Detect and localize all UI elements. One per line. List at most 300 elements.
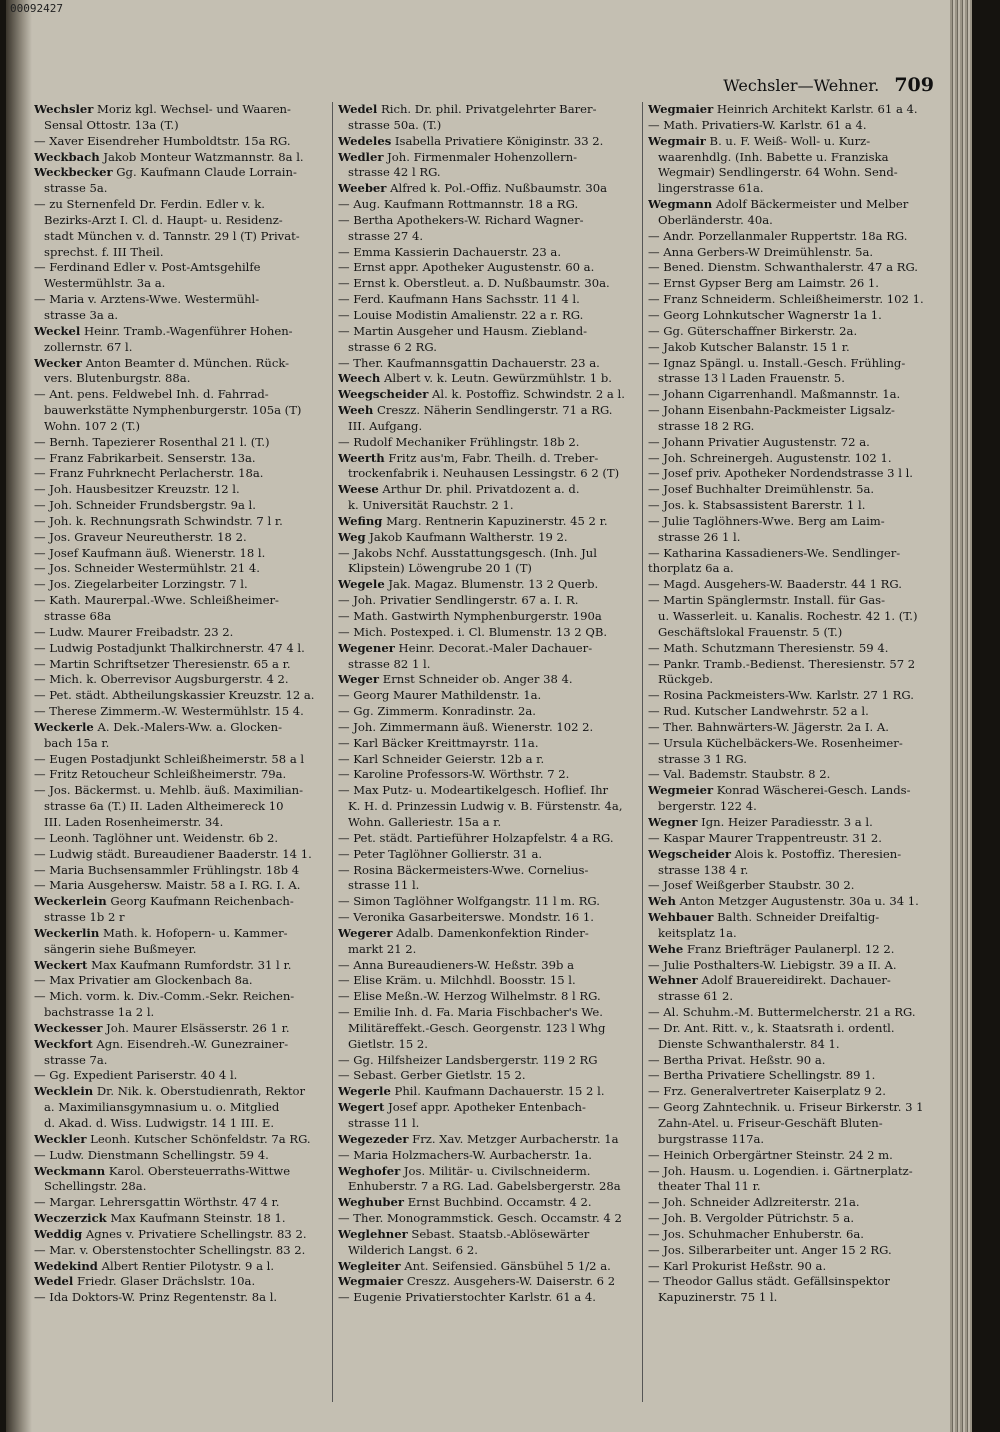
entry-text: — Rudolf Mechaniker Frühlingstr. 18b 2. (338, 434, 580, 449)
entry-continuation (34, 308, 324, 324)
directory-entry (648, 260, 938, 276)
entry-text: Westermühlstr. 3a a. (44, 276, 166, 291)
entry-text: Gg. Kaufmann Claude Lorrain- (112, 165, 297, 180)
entry-text: Oberländerstr. 40a. (658, 212, 773, 227)
entry-text: Jak. Magaz. Blumenstr. 13 2 Querb. (384, 577, 599, 592)
directory-entry (648, 894, 938, 910)
running-head: Wechsler—Wehner. (723, 76, 880, 95)
entry-text: A. Dek.-Malers-Ww. a. Glocken- (93, 719, 282, 734)
entry-text: — Julie Posthalters-W. Liebigstr. 39 a II. A. (648, 957, 897, 972)
directory-entry (338, 767, 628, 783)
entry-text: — Bernh. Tapezierer Rosenthal 21 l. (T.) (34, 434, 270, 449)
page-number: 709 (894, 74, 934, 96)
entry-continuation (648, 181, 938, 197)
entry-surname: Wegleiter (338, 1258, 401, 1273)
entry-surname: Wegmaier (338, 1274, 404, 1289)
directory-entry (338, 577, 628, 593)
entry-text: — Ludwig städt. Bureaudiener Baaderstr. 14 1. (34, 846, 312, 861)
entry-text: Rückgeb. (658, 672, 714, 687)
entry-text: — Katharina Kassadieners-We. Sendlinger- (648, 545, 901, 560)
entry-text: — Eugenie Privatierstochter Karlstr. 61 a 4. (338, 1290, 596, 1305)
directory-entry (34, 783, 324, 799)
entry-text: Joh. Firmenmaler Hohenzollern- (383, 149, 578, 164)
entry-text: — Leonh. Taglöhner unt. Weidenstr. 6b 2. (34, 830, 279, 845)
entry-text: — Rosina Bäckermeisters-Wwe. Cornelius- (338, 862, 589, 877)
entry-text: Joh. Maurer Elsässerstr. 26 1 r. (102, 1020, 290, 1035)
entry-text: K. H. d. Prinzessin Ludwig v. B. Fürstenstr. 4a, (348, 799, 623, 814)
entry-text: — Mich. Postexped. i. Cl. Blumenstr. 13 2 QB. (338, 624, 608, 639)
entry-continuation (648, 1179, 938, 1195)
directory-entry (648, 466, 938, 482)
entry-continuation (338, 1021, 628, 1037)
entry-text: thorplatz 6a a. (648, 561, 734, 576)
entry-text: Phil. Kaufmann Dachauerstr. 15 2 l. (390, 1084, 605, 1099)
entry-text: theater Thal 11 r. (658, 1179, 761, 1194)
directory-entry (34, 625, 324, 641)
directory-entry (338, 736, 628, 752)
directory-page (6, 0, 972, 1432)
entry-continuation (338, 1037, 628, 1053)
directory-entry (34, 672, 324, 688)
directory-entry (338, 863, 628, 879)
directory-entry (34, 1274, 324, 1290)
entry-surname: Wegscheider (648, 846, 731, 861)
entry-text: markt 21 2. (348, 941, 417, 956)
entry-continuation (34, 371, 324, 387)
page-header (723, 74, 934, 96)
entry-text: — Kath. Maurerpal.-Wwe. Schleißheimer- (34, 593, 279, 608)
entry-text: — Ignaz Spängl. u. Install.-Gesch. Frühling- (648, 355, 906, 370)
directory-entry (338, 783, 628, 799)
directory-entry (648, 229, 938, 245)
directory-entry (34, 657, 324, 673)
directory-entry (648, 245, 938, 261)
entry-text: — Maria v. Arztens-Wwe. Westermühl- (34, 292, 260, 307)
directory-entry (34, 1290, 324, 1306)
entry-text: — Magd. Ausgehers-W. Baaderstr. 44 1 RG. (648, 577, 902, 592)
directory-entry (34, 831, 324, 847)
entry-text: Alfred k. Pol.-Offiz. Nußbaumstr. 30a (386, 181, 607, 196)
directory-entry (34, 688, 324, 704)
entry-text: Klipstein) Löwengrube 20 1 (T) (348, 561, 532, 576)
directory-entry (34, 324, 324, 340)
entry-text: Marg. Rentnerin Kapuzinerstr. 45 2 r. (382, 513, 608, 528)
entry-text: k. Universität Rauchstr. 2 1. (348, 498, 514, 513)
entry-text: — Ludwig Postadjunkt Thalkirchnerstr. 47 4 l. (34, 640, 305, 655)
directory-entry (34, 1084, 324, 1100)
entry-text: sängerin siehe Bußmeyer. (44, 941, 197, 956)
entry-text: waarenhdlg. (Inh. Babette u. Franziska (658, 149, 889, 164)
entry-surname: Weddig (34, 1226, 83, 1241)
entry-surname: Wegerle (338, 1084, 391, 1099)
entry-continuation (338, 799, 628, 815)
entry-surname: Weger (338, 672, 380, 687)
directory-entry (34, 466, 324, 482)
entry-text: a. Maximiliansgymnasium u. o. Mitglied (44, 1100, 280, 1115)
directory-entry (338, 403, 628, 419)
directory-entry (338, 973, 628, 989)
directory-entry (648, 324, 938, 340)
directory-entry (34, 530, 324, 546)
directory-entry (338, 1227, 628, 1243)
entry-text: — Max Putz- u. Modeartikelgesch. Hoflief. Ihr (338, 783, 609, 798)
entry-surname: Weh (648, 894, 676, 909)
directory-entry (648, 498, 938, 514)
entry-text: Math. k. Hofopern- u. Kammer- (99, 925, 288, 940)
entry-surname: Wehbauer (648, 910, 714, 925)
entry-surname: Wecklein (34, 1084, 94, 1099)
directory-entry (648, 1259, 938, 1275)
directory-entry (648, 783, 938, 799)
directory-entry (34, 1037, 324, 1053)
entry-text: Albert v. k. Leutn. Gewürzmühlstr. 1 b. (380, 371, 612, 386)
entry-text: Dr. Nik. k. Oberstudienrath, Rektor (93, 1084, 306, 1099)
entry-text: strasse 26 1 l. (658, 529, 741, 544)
entry-text: Wohn. Galleriestr. 15a a r. (348, 814, 502, 829)
entry-text: Jakob Kaufmann Waltherstr. 19 2. (365, 529, 568, 544)
entry-text: Fritz aus'm, Fabr. Theilh. d. Treber- (384, 450, 599, 465)
entry-text: — Georg Lohnkutscher Wagnerstr 1a 1. (648, 307, 882, 322)
entry-continuation (34, 736, 324, 752)
directory-entry (338, 593, 628, 609)
entry-surname: Weg (338, 529, 366, 544)
entry-text: strasse 138 4 r. (658, 862, 749, 877)
directory-entry (338, 451, 628, 467)
directory-entry (34, 102, 324, 118)
entry-text: — Mich. k. Oberrevisor Augsburgerstr. 4 2. (34, 672, 289, 687)
entry-text: Heinr. Tramb.-Wagenführer Hohen- (80, 323, 293, 338)
directory-entry (34, 577, 324, 593)
entry-text: — Val. Bademstr. Staubstr. 8 2. (648, 767, 831, 782)
entry-text: Konrad Wäscherei-Gesch. Lands- (713, 783, 911, 798)
entry-text: — Math. Privatiers-W. Karlstr. 61 a 4. (648, 117, 867, 132)
entry-text: — Josef Kaufmann äuß. Wienerstr. 18 l. (34, 545, 266, 560)
entry-text: — Ida Doktors-W. Prinz Regentenstr. 8a l. (34, 1290, 278, 1305)
entry-text: — Josef priv. Apotheker Nordendstrasse 3 l l. (648, 466, 913, 481)
entry-text: — Joh. k. Rechnungsrath Schwindstr. 7 l r. (34, 513, 283, 528)
entry-text: Schellingstr. 28a. (44, 1179, 147, 1194)
entry-surname: Weghofer (338, 1163, 401, 1178)
entry-surname: Wegert (338, 1100, 385, 1115)
entry-text: — Joh. Hausm. u. Logendien. i. Gärtnerplatz- (648, 1163, 913, 1178)
entry-text: burgstrasse 117a. (658, 1131, 765, 1146)
entry-surname: Weegscheider (338, 387, 429, 402)
entry-text: — Emma Kassierin Dachauerstr. 23 a. (338, 244, 562, 259)
entry-text: Gietlstr. 15 2. (348, 1036, 428, 1051)
entry-surname: Wegerer (338, 925, 393, 940)
entry-surname: Wegmeier (648, 783, 714, 798)
entry-surname: Weerth (338, 450, 385, 465)
directory-entry (34, 593, 324, 609)
directory-entry (648, 688, 938, 704)
entry-text: — Ludw. Maurer Freibadstr. 23 2. (34, 624, 234, 639)
entry-text: — Johann Eisenbahn-Packmeister Ligsalz- (648, 403, 895, 418)
entry-text: Kapuzinerstr. 75 1 l. (658, 1290, 778, 1305)
entry-surname: Weglehner (338, 1226, 408, 1241)
entry-text: — Franz Fabrikarbeit. Senserstr. 13a. (34, 450, 256, 465)
entry-text: strasse 3 1 RG. (658, 751, 747, 766)
entry-text: — Johann Privatier Augustenstr. 72 a. (648, 434, 870, 449)
entry-text: — Ther. Bahnwärters-W. Jägerstr. 2a I. A. (648, 719, 889, 734)
entry-continuation (648, 419, 938, 435)
directory-entry (648, 593, 938, 609)
entry-continuation (648, 165, 938, 181)
directory-entry (648, 1084, 938, 1100)
entry-text: — Ther. Kaufmannsgattin Dachauerstr. 23 a. (338, 355, 600, 370)
entry-continuation (34, 229, 324, 245)
entry-text: — Louise Modistin Amalienstr. 22 a r. RG. (338, 307, 584, 322)
entry-surname: Weeh (338, 403, 374, 418)
entry-text: sprechst. f. III Theil. (44, 244, 164, 259)
directory-entry (648, 641, 938, 657)
entry-surname: Weghuber (338, 1195, 405, 1210)
directory-entry (648, 767, 938, 783)
entry-text: Jos. Militär- u. Civilschneiderm. (400, 1163, 591, 1178)
directory-entry (34, 356, 324, 372)
entry-surname: Wedekind (34, 1258, 98, 1273)
directory-entry (648, 308, 938, 324)
directory-entry (34, 894, 324, 910)
entry-text: — Julie Taglöhners-Wwe. Berg am Laim- (648, 513, 885, 528)
entry-surname: Weckfort (34, 1036, 93, 1051)
entry-text: Adolf Brauereidirekt. Dachauer- (697, 973, 891, 988)
directory-entry (648, 561, 938, 577)
entry-text: Balth. Schneider Dreifaltig- (713, 910, 880, 925)
entry-text: Georg Kaufmann Reichenbach- (106, 894, 294, 909)
archive-stamp: 00092427 (10, 2, 63, 15)
directory-entry (338, 1084, 628, 1100)
directory-entry (34, 1195, 324, 1211)
entry-text: Agnes v. Privatiere Schellingstr. 83 2. (82, 1226, 307, 1241)
directory-entry (648, 1227, 938, 1243)
entry-text: — Bertha Privatiere Schellingstr. 89 1. (648, 1068, 876, 1083)
entry-surname: Weczerzick (34, 1211, 107, 1226)
directory-entry (648, 958, 938, 974)
directory-entry (338, 1100, 628, 1116)
entry-continuation (648, 1037, 938, 1053)
entry-text: Dienste Schwanthalerstr. 84 1. (658, 1036, 840, 1051)
entry-text: — Gg. Expedient Pariserstr. 40 4 l. (34, 1068, 238, 1083)
entry-text: — Ant. pens. Feldwebel Inh. d. Fahrrad- (34, 387, 269, 402)
entry-text: — Anna Bureaudieners-W. Heßstr. 39b a (338, 957, 575, 972)
entry-continuation (34, 1116, 324, 1132)
entry-surname: Weckler (34, 1131, 87, 1146)
directory-entry (338, 1274, 628, 1290)
directory-entry (34, 1132, 324, 1148)
directory-column-3 (648, 102, 938, 1306)
entry-text: strasse 68a (44, 609, 112, 623)
entry-text: Frz. Xav. Metzger Aurbacherstr. 1a (408, 1131, 619, 1146)
entry-text: — Emilie Inh. d. Fa. Maria Fischbacher's We. (338, 1005, 603, 1020)
entry-text: — Ernst appr. Apotheker Augustenstr. 60 a. (338, 260, 595, 275)
directory-entry (648, 435, 938, 451)
entry-text: Jakob Monteur Watzmannstr. 8a l. (99, 149, 304, 164)
entry-continuation (34, 118, 324, 134)
entry-text: — Maria Holzmachers-W. Aurbacherstr. 1a. (338, 1147, 592, 1162)
directory-entry (338, 260, 628, 276)
directory-entry (648, 403, 938, 419)
entry-text: bach 15a r. (44, 735, 110, 750)
entry-text: stadt München v. d. Tannstr. 29 l (T) Privat- (44, 228, 300, 243)
entry-surname: Wegmaier (648, 102, 714, 116)
entry-text: Anton Beamter d. München. Rück- (82, 355, 290, 370)
directory-entry (34, 1211, 324, 1227)
entry-text: — Jos. Ziegelarbeiter Lorzingstr. 7 l. (34, 577, 248, 592)
entry-continuation (34, 245, 324, 261)
entry-text: strasse 50a. (T.) (348, 117, 442, 132)
entry-text: — Pet. städt. Partieführer Holzapfelstr. 4 a RG. (338, 830, 614, 845)
directory-entry (338, 894, 628, 910)
directory-entry (34, 752, 324, 768)
entry-text: strasse 5a. (44, 181, 108, 196)
directory-entry (34, 387, 324, 403)
entry-continuation (338, 165, 628, 181)
entry-continuation (34, 419, 324, 435)
entry-text: — Georg Maurer Mathildenstr. 1a. (338, 688, 542, 703)
entry-text: — Pankr. Tramb.-Bedienst. Theresienstr. 57 2 (648, 656, 916, 671)
entry-text: Ign. Heizer Paradiesstr. 3 a l. (697, 814, 873, 829)
entry-text: Wegmair) Sendlingerstr. 64 Wohn. Send- (658, 165, 898, 180)
entry-surname: Weech (338, 371, 381, 386)
directory-entry (648, 657, 938, 673)
entry-surname: Wegmann (648, 197, 713, 212)
column-rule (642, 102, 643, 1402)
entry-text: Albert Rentier Pilotystr. 9 a l. (97, 1258, 275, 1273)
entry-text: Adolf Bäckermeister und Melber (712, 197, 909, 212)
entry-text: — Martin Ausgeher und Hausm. Ziebland- (338, 323, 588, 338)
entry-text: — Rud. Kutscher Landwehrstr. 52 a l. (648, 704, 869, 719)
directory-entry (34, 134, 324, 150)
directory-entry (338, 197, 628, 213)
entry-text: — Ursula Küchelbäckers-We. Rosenheimer- (648, 735, 903, 750)
entry-continuation (34, 1005, 324, 1021)
directory-entry (34, 292, 324, 308)
directory-entry (34, 863, 324, 879)
entry-surname: Weckbach (34, 149, 100, 164)
directory-entry (648, 577, 938, 593)
entry-text: Sebast. Staatsb.-Ablösewärter (407, 1226, 590, 1241)
entry-surname: Weeber (338, 181, 387, 196)
directory-entry (648, 387, 938, 403)
directory-entry (338, 926, 628, 942)
directory-entry (338, 387, 628, 403)
entry-surname: Wecker (34, 355, 83, 370)
directory-entry (648, 102, 938, 118)
entry-text: — Ferdinand Edler v. Post-Amtsgehilfe (34, 260, 261, 275)
entry-text: strasse 13 l Laden Frauenstr. 5. (658, 371, 845, 386)
directory-entry (648, 736, 938, 752)
entry-text: strasse 61 2. (658, 989, 734, 1004)
entry-surname: Wegele (338, 577, 385, 592)
entry-text: trockenfabrik i. Neuhausen Lessingstr. 6 2 (T) (348, 466, 620, 481)
entry-text: — Fritz Retoucheur Schleißheimerstr. 79a. (34, 767, 287, 782)
directory-entry (338, 1259, 628, 1275)
directory-entry (338, 213, 628, 229)
entry-text: Al. k. Postoffiz. Schwindstr. 2 a l. (428, 387, 625, 402)
entry-surname: Weese (338, 482, 379, 497)
directory-entry (338, 134, 628, 150)
directory-entry (338, 482, 628, 498)
entry-continuation (648, 213, 938, 229)
directory-entry (338, 704, 628, 720)
entry-text: — Maria Ausgehersw. Maistr. 58 a I. RG. I. A. (34, 878, 301, 893)
entry-text: vers. Blutenburgstr. 88a. (44, 371, 191, 386)
directory-entry (34, 514, 324, 530)
directory-entry (648, 815, 938, 831)
entry-text: — Gg. Hilfsheizer Landsbergerstr. 119 2 RG (338, 1052, 598, 1067)
entry-text: — Ernst Gypser Berg am Laimstr. 26 1. (648, 276, 879, 291)
entry-continuation (338, 878, 628, 894)
entry-text: B. u. F. Weiß- Woll- u. Kurz- (705, 133, 871, 148)
directory-entry (648, 292, 938, 308)
directory-entry (648, 1274, 938, 1290)
entry-text: Heinrich Architekt Karlstr. 61 a 4. (713, 102, 918, 116)
entry-text: — Bened. Dienstm. Schwanthalerstr. 47 a RG. (648, 260, 918, 275)
entry-text: — Franz Fuhrknecht Perlacherstr. 18a. (34, 466, 264, 481)
entry-surname: Weckerlein (34, 894, 107, 909)
directory-entry (648, 1164, 938, 1180)
directory-entry (34, 847, 324, 863)
directory-entry (34, 1259, 324, 1275)
entry-continuation (648, 1116, 938, 1132)
entry-text: Wohn. 107 2 (T.) (44, 418, 141, 433)
directory-entry (34, 926, 324, 942)
directory-entry (648, 704, 938, 720)
entry-text: Ant. Seifensied. Gänsbühel 5 1/2 a. (400, 1258, 611, 1273)
entry-text: — Rosina Packmeisters-Ww. Karlstr. 27 1 RG. (648, 688, 914, 703)
entry-text: Zahn-Atel. u. Friseur-Geschäft Bluten- (658, 1116, 883, 1130)
entry-surname: Weckert (34, 957, 88, 972)
entry-text: Arthur Dr. phil. Privatdozent a. d. (378, 482, 580, 497)
entry-text: — Max Privatier am Glockenbach 8a. (34, 973, 253, 988)
directory-entry (648, 197, 938, 213)
entry-text: — Elise Kräm. u. Milchhdl. Boosstr. 15 l. (338, 973, 576, 988)
directory-entry (34, 482, 324, 498)
entry-text: — Andr. Porzellanmaler Ruppertstr. 18a RG. (648, 228, 908, 243)
entry-continuation (648, 530, 938, 546)
entry-continuation (338, 498, 628, 514)
directory-entry (338, 1132, 628, 1148)
directory-entry (34, 989, 324, 1005)
entry-continuation (34, 1053, 324, 1069)
entry-surname: Wedeles (338, 133, 392, 148)
entry-text: — Jos. Graveur Neureutherstr. 18 2. (34, 529, 247, 544)
directory-entry (34, 704, 324, 720)
directory-entry (338, 546, 628, 562)
directory-entry (34, 165, 324, 181)
entry-surname: Wedel (338, 102, 378, 116)
directory-entry (338, 1164, 628, 1180)
directory-entry (338, 847, 628, 863)
directory-entry (648, 546, 938, 562)
directory-entry (338, 514, 628, 530)
entry-text: — Bertha Apothekers-W. Richard Wagner- (338, 212, 584, 227)
entry-text: Heinr. Decorat.-Maler Dachauer- (394, 640, 593, 655)
entry-continuation (648, 1290, 938, 1306)
entry-text: — Jos. Silberarbeiter unt. Anger 15 2 RG. (648, 1242, 892, 1257)
entry-text: Enhuberstr. 7 a RG. Lad. Gabelsbergerstr. 28a (348, 1179, 621, 1194)
entry-continuation (338, 815, 628, 831)
entry-text: strasse 3a a. (44, 307, 119, 322)
directory-entry (34, 561, 324, 577)
directory-entry (648, 720, 938, 736)
directory-entry (34, 973, 324, 989)
directory-entry (34, 1164, 324, 1180)
page-gutter-shadow (6, 0, 32, 1432)
entry-text: — Josef Buchhalter Dreimühlenstr. 5a. (648, 482, 875, 497)
entry-continuation (34, 276, 324, 292)
entry-text: Isabella Privatiere Königinstr. 33 2. (391, 133, 604, 148)
